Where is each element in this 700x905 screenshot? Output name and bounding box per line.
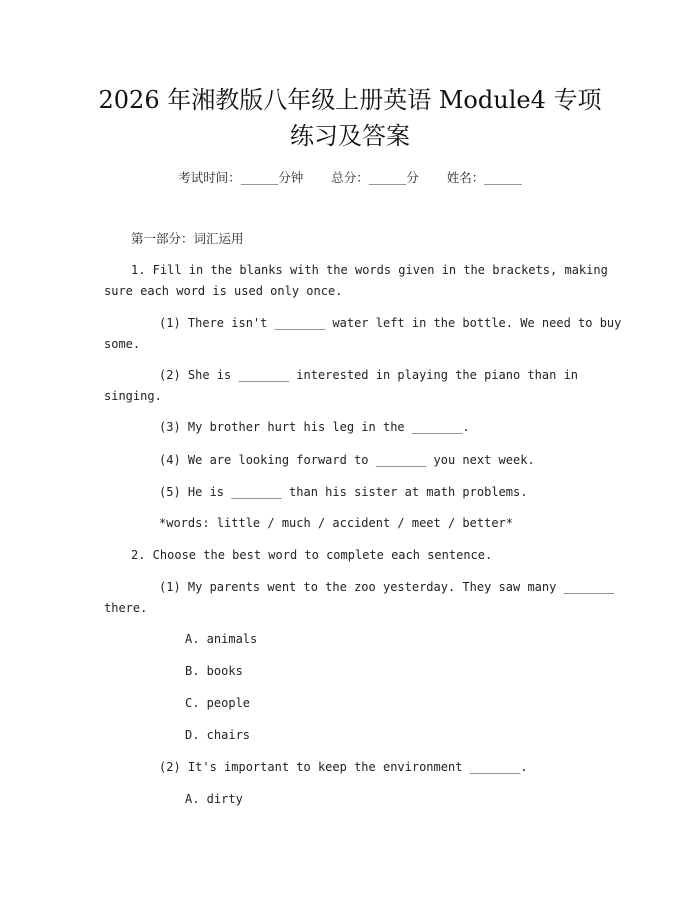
document-title [70, 82, 630, 154]
q2-sub-1-option-b: B. books [185, 664, 243, 678]
word-bank: *words: little / much / accident / meet / better* [159, 516, 514, 530]
question-2-line-1: 2. Choose the best word to complete each sentence. [131, 548, 493, 562]
q1-item-2-line-2: singing. [104, 389, 162, 403]
question-1-line-2: sure each word is used only once. [104, 284, 343, 298]
exam-info [0, 168, 700, 186]
q1-item-1-line-2: some. [104, 337, 141, 351]
title-line-2: 练习及答案 [290, 122, 410, 150]
q1-item-4: (4) We are looking forward to _______ you next week. [159, 453, 535, 467]
q2-sub-1-option-a: A. animals [185, 632, 258, 646]
q1-item-5: (5) He is _______ than his sister at math problems. [159, 485, 528, 499]
q1-item-1-line-1: (1) There isn't _______ water left in the bottle. We need to buy [159, 316, 622, 330]
q1-item-3: (3) My brother hurt his leg in the _______. [159, 420, 470, 434]
q2-sub-2-line-1: (2) It's important to keep the environment _______. [159, 760, 528, 774]
q2-sub-2-option-a: A. dirty [185, 792, 243, 806]
question-1-line-1: 1. Fill in the blanks with the words given in the brackets, making [131, 263, 608, 277]
exam-time: 考试时间：______分钟 [178, 170, 304, 185]
q2-sub-1-option-c: C. people [185, 696, 251, 710]
q2-sub-1-line-2: there. [104, 601, 148, 615]
title-line-1: 2026 年湘教版八年级上册英语 Module4 专项 [98, 86, 602, 114]
q2-sub-1-line-1: (1) My parents went to the zoo yesterday. They saw many _______ [159, 580, 615, 594]
student-name: 姓名：______ [446, 170, 522, 185]
q1-item-2-line-1: (2) She is _______ interested in playing the piano than in [159, 368, 579, 382]
total-score: 总分：______分 [331, 170, 419, 185]
section-heading: 第一部分：词汇运用 [131, 231, 244, 246]
q2-sub-1-option-d: D. chairs [185, 728, 251, 742]
